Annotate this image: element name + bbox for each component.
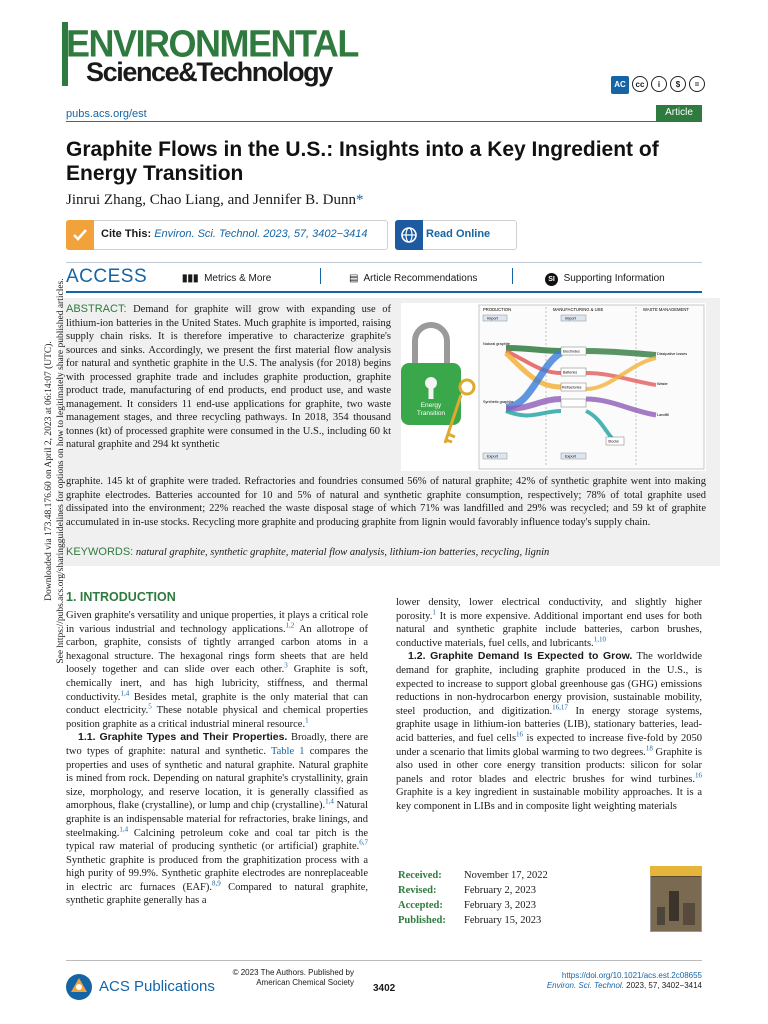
ref-link[interactable]: 3 <box>284 661 288 670</box>
right-paragraph-1: lower density, lower electrical conductivity, and slightly higher porosity.$^1$ It is more expensive. Additional important end uses for both natural and synthetic graphite include batteries, carbon brushes, conductive materials, fuel cells, and lubricants.$^{1,10}$ <box>396 597 702 649</box>
abstract-heading: ABSTRACT: <box>66 303 127 315</box>
attribution-icon[interactable]: i <box>651 76 667 92</box>
metrics-label: Metrics & More <box>204 273 272 284</box>
ref-link[interactable]: 1,4 <box>119 825 129 833</box>
footer-rule <box>66 960 702 961</box>
toc-production: PRODUCTION <box>483 307 512 312</box>
ref-link[interactable]: 1,4 <box>325 797 334 806</box>
footer-ref: 2023, 57, 3402−3414 <box>623 981 702 990</box>
toc-waste-box: Waste <box>657 382 668 386</box>
intro-paragraph-2: 1.1. Graphite Types and Their Properties. Broadly, there are two types of graphite: natural and synthetic. Table 1 compares the properties and uses of synthetic and natural graphite. Natural graphite is mined from rock. Depending on natural graphite's crystallinity, grain size, morphology, and reserve location, it is generally classified as amorphous, flake (crystalline), or lump and chip (crystalline).$^{1,4}$ Natural graphite is an indispensable material for refractories, brake linings, and steelmaking.$^{1,4}$ Calcining petroleum coke and coal tar pitch is the typical raw material of producing synthetic (or artificial) graphite.$^{6,7}$ Synthetic graphite is produced from the graphitization process with a high purity of 99.9%. Synthetic graphite electrodes are nonreplaceable in electric arc furnaces (EAF).$^{8,9}$ Compared to natural graphite, synthetic graphite generally has a <box>66 731 368 907</box>
table-1-link[interactable]: Table 1 <box>270 745 305 757</box>
noderivatives-icon[interactable]: = <box>689 76 705 92</box>
footer-journal[interactable]: Environ. Sci. Technol. <box>546 981 624 990</box>
abstract-text-bottom: graphite. 145 kt of graphite were traded. Refractories and foundries consumed 56% of natural graphite; 42% of synthetic graphite went into making graphite electrodes. Batteries accounted for 10 and 5% of natural and synthetic graphite consumption, respectively; 78% of total graphite used dissipated into the environment; 22% reached the waste disposal stage of which 71% was landfilled and 29% was recycled; and 59 kt of graphite accumulated in in-use stocks. Recycling more graphite and producing graphite from lignin would favorably influence today's supply chain. <box>66 476 706 528</box>
toc-graphic <box>401 303 706 471</box>
noncommercial-icon[interactable]: $ <box>670 76 686 92</box>
supporting-info-link[interactable] <box>545 273 665 286</box>
revised-date: February 2, 2023 <box>464 885 537 896</box>
author-list <box>66 192 363 209</box>
doi-block <box>520 971 702 991</box>
subsection-1-2: 1.2. Graphite Demand Is Expected to Grow. <box>408 650 633 663</box>
ref-link[interactable]: 5 <box>148 702 152 711</box>
ref-link[interactable]: 1 <box>305 716 309 725</box>
access-separator <box>512 268 513 284</box>
article-title: Graphite Flows in the U.S.: Insights into a Key Ingredient of Energy Transition <box>66 138 659 185</box>
download-notice <box>43 241 67 701</box>
received-label: Received: <box>398 870 442 881</box>
ref-link[interactable]: 16 <box>516 730 524 739</box>
supporting-info-label: Supporting Information <box>563 273 665 284</box>
revised-label: Revised: <box>398 885 437 896</box>
journal-logo-line1: ENVIRONMENTAL <box>66 21 358 65</box>
access-separator <box>320 268 321 284</box>
cite-journal[interactable]: Environ. Sci. Technol. <box>154 228 261 240</box>
toc-lock-line1: Energy <box>420 402 442 409</box>
subsection-1-1: 1.1. Graphite Types and Their Properties. <box>78 731 288 744</box>
ref-link[interactable]: 16 <box>695 771 702 780</box>
ref-link[interactable]: 1,10 <box>593 635 606 644</box>
acs-publications[interactable]: ACS Publications <box>99 978 215 995</box>
ref-link[interactable]: 6,7 <box>359 838 368 847</box>
keywords <box>66 546 706 558</box>
bar-chart-icon: ▮▮▮ <box>182 273 199 284</box>
right-column <box>396 596 702 814</box>
metrics-link[interactable] <box>182 273 271 284</box>
published-label: Published: <box>398 915 446 926</box>
license-icons <box>611 76 705 96</box>
publication-dates <box>398 868 548 928</box>
toc-refractories: Refractories <box>562 385 582 390</box>
ref-link[interactable]: 16,17 <box>552 703 568 712</box>
toc-manufacturing: MANUFACTURING & USE <box>553 307 604 312</box>
recommendations-label: Article Recommendations <box>363 273 478 284</box>
toc-export-2: Export <box>565 454 576 459</box>
ref-link[interactable]: 1,2 <box>285 621 295 630</box>
download-notice-line2[interactable]: See https://pubs.acs.org/sharingguidelines for options on how to legitimately share published articles. <box>56 278 66 664</box>
toc-import-2: Import <box>565 316 576 321</box>
access-label: ACCESS <box>66 266 148 287</box>
cite-ref[interactable]: 2023, 57, 3402−3414 <box>263 228 368 240</box>
si-icon: SI <box>545 273 558 286</box>
toc-landfill: Landfill <box>657 413 670 417</box>
toc-dissipative: Dissipative losses <box>657 352 688 356</box>
left-column <box>66 609 368 908</box>
accepted-label: Accepted: <box>398 900 443 911</box>
toc-waste: WASTE MANAGEMENT <box>643 307 689 312</box>
abstract-part1: Demand for graphite will grow with expanding use of lithium-ion batteries in the United States. Much graphite is imported, raising supply chain risks. It is therefore imperative to characterize graphite's sources and sinks. Accordingly, we present the first material flow analysis for natural and synthetic graphite in the U.S. The analysis (for 2018) begins with processed graphite trade and includes graphite production, graphite product trade, manufacturing of end products, end product use, and waste management. It considers 11 end-use applications for graphite, two waste management stages, and three recycling pathways. In 2018, 354 thousand tonnes (kt) of processed graphite were consumed in the U.S., including 60 kt natural graphite and 294 kt synthetic <box>66 304 391 450</box>
access-underline <box>66 291 702 293</box>
article-type-badge: Article <box>656 105 702 121</box>
intro-heading: 1. INTRODUCTION <box>66 590 176 604</box>
copyright-line1: © 2023 The Authors. Published by <box>232 968 354 977</box>
read-online-label[interactable]: Read Online <box>426 228 491 240</box>
toc-import-1: Import <box>487 316 498 321</box>
ref-link[interactable]: 1,4 <box>120 689 130 698</box>
download-notice-line1: Downloaded via 173.48.176.60 on April 2, 2023 at 06:14:07 (UTC). <box>44 341 54 601</box>
copyright-line2: American Chemical Society <box>256 978 354 987</box>
ref-link[interactable]: 1 <box>432 608 436 617</box>
intro-paragraph-1: Given graphite's versatility and unique properties, it plays a critical role in various industrial and technology applications.$^{1,2}$ An allotrope of carbon, graphite, consists of tightly arranged carbon atoms in a hexagonal structure. The hexagonal rings form sheets that are held loosely together and can slide over each other.$^3$ Graphite is soft, chemically inert, and has high lubricity, stiffness, and thermal conductivity.$^{1,4}$ Besides metal, graphite is the only material that can conduct electricity.$^5$ These notable physical and chemical properties position graphite as a critical industrial mineral resource.$^1$ <box>66 610 368 730</box>
keywords-heading: KEYWORDS: <box>66 546 134 558</box>
cc-icon[interactable]: cc <box>632 76 648 92</box>
accepted-date: February 3, 2023 <box>464 900 537 911</box>
toc-lock-line2: Transition <box>416 410 446 417</box>
journal-logo-line2: Science&Technology <box>86 57 332 87</box>
page-number: 3402 <box>373 983 396 994</box>
recommendations-link[interactable] <box>349 273 477 284</box>
ref-link[interactable]: 18 <box>645 744 653 753</box>
authors-text[interactable]: Jinrui Zhang, Chao Liang, and Jennifer B. Dunn <box>66 192 356 208</box>
ref-link[interactable]: 8,9 <box>212 879 221 888</box>
received-date: November 17, 2022 <box>464 870 548 881</box>
journal-site-link[interactable]: pubs.acs.org/est <box>66 108 147 120</box>
copyright <box>232 968 354 988</box>
toc-stocks: Stocks <box>608 439 619 444</box>
header-rule <box>66 121 702 122</box>
cite-icon <box>66 220 94 250</box>
cite-label: Cite This: <box>101 228 152 240</box>
keywords-list: natural graphite, synthetic graphite, material flow analysis, lithium-ion batteries, recycling, lignin <box>135 547 550 558</box>
abstract-text-top <box>66 303 391 452</box>
toc-natural: Natural graphite <box>483 342 511 346</box>
toc-electrodes: Electrodes <box>563 349 580 354</box>
toc-export-1: Export <box>487 454 498 459</box>
right-paragraph-2: 1.2. Graphite Demand Is Expected to Grow. The worldwide demand for graphite, including graphite produced in the U.S., is expected to increase to support global greenhouse gas (GHG) emissions reductions in non-hydrocarbon energy provision, sustainable mobility, steel production, and digitization.$^{16,17}$ In energy storage systems, graphite usage in lithium-ion batteries (LIB), stationary batteries, lead-acid batteries, and fuel cells$^{16}$ is expected to increase five-fold by 2050 under a scenario that limits global warming to two degrees.$^{18}$ Graphite is also used in other core energy transition products: silicon for solar panels and rotor blades and electric brushes for wind turbines.$^{16}$ Graphite is a key ingredient in sustainable mobility approaches. It is a key component in LIBs and in composite light weighting materials <box>396 650 703 812</box>
corresponding-author-mark[interactable]: * <box>355 192 364 208</box>
journal-cover-band <box>650 866 702 876</box>
toc-batteries: Batteries <box>563 370 578 375</box>
toc-synthetic: Synthetic graphite <box>483 400 514 404</box>
cite-this[interactable] <box>101 228 368 240</box>
globe-icon <box>395 220 423 250</box>
published-date: February 15, 2023 <box>464 915 542 926</box>
access-top-rule <box>66 262 702 263</box>
acs-open-access-icon[interactable]: AC <box>611 76 629 94</box>
doi-link[interactable]: https://doi.org/10.1021/acs.est.2c08655 <box>561 971 702 980</box>
acs-logo-icon[interactable] <box>66 974 92 1000</box>
document-icon: ▤ <box>349 273 359 284</box>
